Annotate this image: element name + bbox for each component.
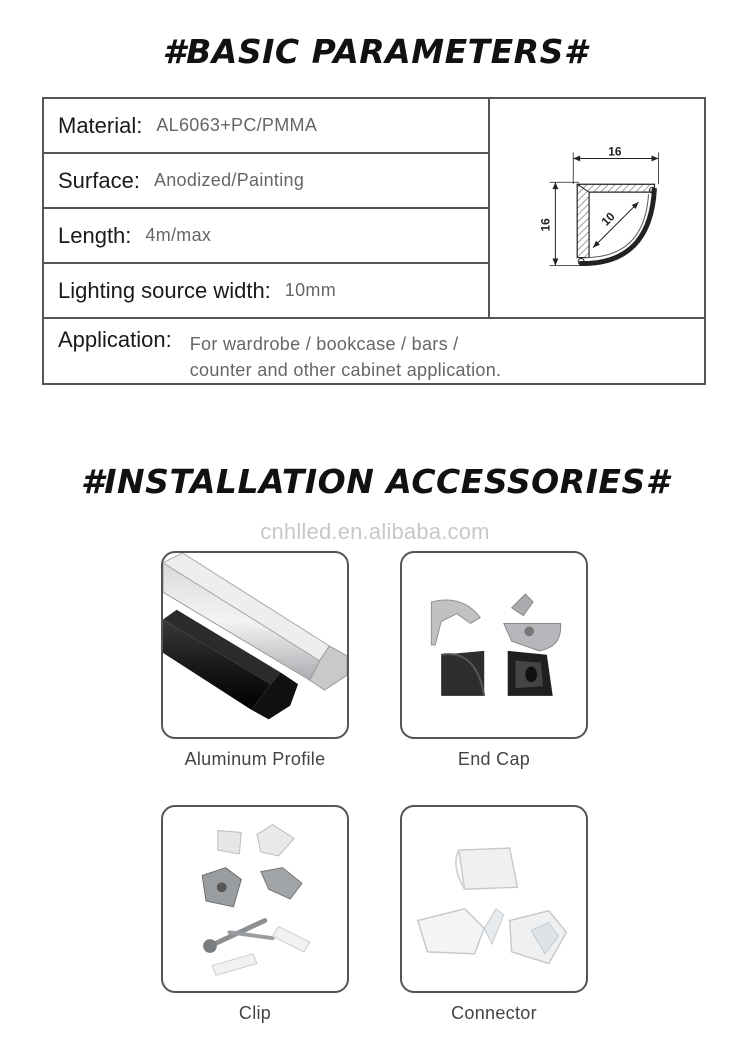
application-line: counter and other cabinet application. xyxy=(189,360,502,380)
installation-accessories-heading: #INSTALLATION ACCESSORIES# xyxy=(80,462,670,501)
connector-illustration xyxy=(402,807,586,991)
connector-label: Connector xyxy=(451,1003,537,1023)
param-value: 10mm xyxy=(284,280,337,300)
param-label: Lighting source width: xyxy=(58,277,271,303)
param-label: Surface: xyxy=(58,167,140,193)
param-value: AL6063+PC/PMMA xyxy=(156,115,318,135)
aluminum-profile-illustration xyxy=(163,553,347,737)
param-row-length xyxy=(44,209,488,264)
inner-dimension-label: 10 xyxy=(598,209,618,229)
profile-dimension-diagram xyxy=(488,99,706,319)
param-label: Material: xyxy=(58,112,143,138)
param-label: Length: xyxy=(58,222,132,248)
param-row-lighting-width xyxy=(44,264,488,319)
profile-cross-section-drawing xyxy=(490,99,706,317)
aluminum-profile-image xyxy=(161,551,349,739)
connector-image xyxy=(400,805,588,993)
param-row-surface xyxy=(44,154,488,209)
height-dimension-label: 16 xyxy=(538,218,553,232)
clip-illustration xyxy=(163,807,347,991)
param-value: Anodized/Painting xyxy=(153,170,305,190)
parameters-table xyxy=(42,97,706,385)
clip-image xyxy=(161,805,349,993)
end-cap-label: End Cap xyxy=(457,749,531,769)
aluminum-profile-label: Aluminum Profile xyxy=(184,749,326,769)
param-row-material xyxy=(44,99,488,154)
application-line: For wardrobe / bookcase / bars / xyxy=(189,334,459,354)
basic-parameters-heading: #BASIC PARAMETERS# xyxy=(162,32,588,71)
watermark: cnhlled.en.alibaba.com xyxy=(260,519,490,544)
clip-label: Clip xyxy=(238,1003,272,1023)
application-value xyxy=(189,331,502,380)
application-label: Application: xyxy=(58,327,172,352)
param-row-application xyxy=(44,319,704,385)
end-cap-image xyxy=(400,551,588,739)
param-value: 4m/max xyxy=(145,225,212,245)
width-dimension-label: 16 xyxy=(608,144,622,159)
end-cap-illustration xyxy=(402,553,586,737)
